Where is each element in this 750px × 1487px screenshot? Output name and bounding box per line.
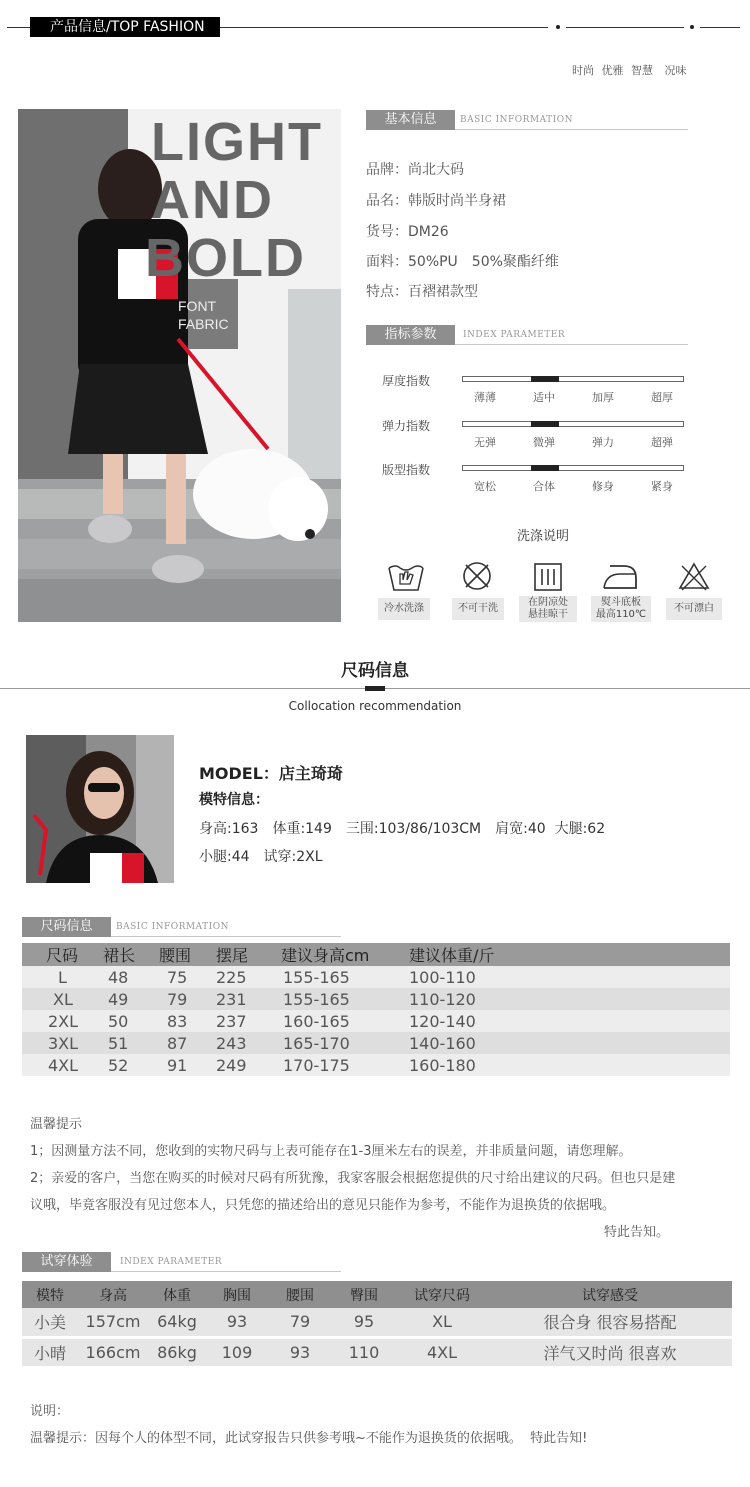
basic-info-tag-label: 基本信息 [384, 112, 437, 127]
fit-tick: 紧身 [651, 480, 673, 493]
shade-dry-icon [528, 556, 568, 596]
table-row [22, 1308, 732, 1337]
table-row [22, 1010, 730, 1032]
table-cell: L [58, 967, 67, 987]
thickness-marker [531, 376, 559, 382]
table-cell: 87 [167, 1033, 188, 1053]
no-dry-clean-icon [457, 556, 497, 596]
table-cell: 51 [108, 1033, 129, 1053]
wash-label-shade-line: 在阴凉处 [528, 597, 568, 608]
model-name: MODEL：店主琦琦 [199, 764, 343, 783]
table-cell: 170-175 [283, 1055, 350, 1075]
table-row [22, 1032, 730, 1054]
table-cell: 86kg [148, 1337, 206, 1366]
tips-line-3: 议哦，毕竟客服没有见过您本人，只凭您的描述给出的意见只能作为参考，不能作为退换货的依据哦。 [30, 1198, 616, 1213]
wash-label-no-bleach: 不可漂白 [666, 598, 722, 620]
header-rule [220, 27, 548, 28]
info-item-number: 货号：DM26 [366, 224, 449, 240]
table-cell: 100-110 [409, 967, 476, 987]
model-info-title: 模特信息： [199, 792, 269, 808]
sign-small-word: FABRIC [178, 316, 229, 332]
table-cell: 很合身 很容易搭配 [488, 1308, 732, 1337]
size-table-header [22, 943, 730, 966]
section-title: 产品信息/TOP FASHION [50, 19, 205, 35]
table-cell: 157cm [78, 1308, 148, 1337]
info-product-name: 品名：韩版时尚半身裙 [366, 193, 506, 209]
table-cell: 231 [216, 989, 247, 1009]
size-table-tag-en: BASIC INFORMATION [116, 922, 229, 932]
table-cell: 120-140 [409, 1011, 476, 1031]
table-row [22, 1337, 732, 1366]
table-cell: 110-120 [409, 989, 476, 1009]
try-col-header: 腰围 [268, 1281, 332, 1308]
fit-marker [531, 465, 559, 471]
elasticity-tick: 微弹 [533, 436, 555, 449]
elasticity-track [462, 421, 684, 427]
try-col-header: 体重 [148, 1281, 206, 1308]
table-cell: 64kg [148, 1308, 206, 1337]
size-col-header: 裙长 [103, 946, 136, 965]
table-cell: 48 [108, 967, 129, 987]
basic-info-tag-line [455, 129, 688, 130]
elasticity-marker [531, 421, 559, 427]
table-cell: 249 [216, 1055, 247, 1075]
footer-text: 温馨提示：因每个人的体型不同，此试穿报告只供参考哦~不能作为退换货的依据哦。 特此告知! [30, 1431, 588, 1446]
table-cell: 3XL [48, 1033, 79, 1053]
table-cell: 225 [216, 967, 247, 987]
size-col-header: 建议体重/斤 [409, 946, 495, 965]
elasticity-label: 弹力指数 [382, 419, 431, 433]
info-fabric: 面料：50%PU 50%聚酯纤维 [366, 254, 559, 270]
product-photo [18, 109, 341, 622]
thickness-tick: 适中 [533, 391, 555, 404]
table-cell: 49 [108, 989, 129, 1009]
wash-title: 洗涤说明 [517, 529, 570, 544]
table-cell: 155-165 [283, 967, 350, 987]
fit-tick: 宽松 [474, 480, 496, 493]
table-cell: 小美 [22, 1308, 78, 1337]
table-cell: 166cm [78, 1337, 148, 1366]
table-cell: 237 [216, 1011, 247, 1031]
size-section-title: 尺码信息 [341, 661, 409, 681]
try-col-header: 试穿感受 [488, 1281, 732, 1308]
table-cell: 小晴 [22, 1337, 78, 1366]
size-section-marker [365, 686, 385, 691]
size-col-header: 摆尾 [216, 946, 249, 965]
try-table-tag-line [111, 1271, 341, 1272]
header-rule-mid [566, 27, 684, 28]
table-cell: 243 [216, 1033, 247, 1053]
tagline-word: 时尚 [572, 64, 594, 77]
size-col-header: 建议身高cm [281, 946, 370, 965]
try-col-header: 胸围 [206, 1281, 268, 1308]
table-cell: 83 [167, 1011, 188, 1031]
wash-label-iron [591, 596, 651, 622]
try-col-header: 身高 [78, 1281, 148, 1308]
index-param-tag-en: INDEX PARAMETER [463, 330, 566, 340]
size-table [22, 943, 730, 1076]
sign-word: BOLD [145, 228, 306, 288]
try-table-header [22, 1281, 732, 1308]
table-cell: 165-170 [283, 1033, 350, 1053]
model-photo [26, 735, 174, 883]
info-brand: 品牌：尚北大码 [366, 162, 464, 178]
tips-sign: 特此告知。 [604, 1225, 670, 1240]
table-cell: 79 [167, 989, 188, 1009]
wash-label-shade-line: 悬挂晾干 [528, 609, 568, 620]
size-col-header: 尺码 [46, 946, 79, 965]
sign-word: AND [151, 170, 274, 230]
table-cell: 110 [332, 1337, 396, 1366]
table-cell: 91 [167, 1055, 188, 1075]
table-cell: 2XL [48, 1011, 79, 1031]
table-row [22, 1054, 730, 1076]
table-cell: 95 [332, 1308, 396, 1337]
sign-word: LIGHT [151, 112, 323, 172]
table-cell: XL [53, 989, 73, 1009]
tips-line-1: 1；因测量方法不同，您收到的实物尺码与上表可能存在1-3厘米左右的误差，并非质量问题，请您理解。 [30, 1144, 632, 1159]
table-cell: 4XL [48, 1055, 79, 1075]
tips-line-2: 2；亲爱的客户，当您在购买的时候对尺码有所犹豫，我家客服会根据您提供的尺寸给出建议的尺码。但也只是建 [30, 1171, 676, 1186]
thickness-tick: 薄薄 [474, 391, 496, 404]
try-col-header: 臀围 [332, 1281, 396, 1308]
thickness-tick: 加厚 [592, 391, 614, 404]
try-table [22, 1281, 732, 1366]
fit-tick: 合体 [533, 480, 555, 493]
header-rule-left [7, 27, 30, 28]
try-table-tag-label: 试穿体验 [40, 1254, 93, 1269]
table-cell: 50 [108, 1011, 129, 1031]
wash-label-iron-line: 熨斗底板 [601, 597, 641, 608]
wash-label-shade [519, 596, 577, 622]
thickness-track [462, 376, 684, 382]
tips-title: 温馨提示 [30, 1117, 83, 1132]
fit-track [462, 465, 684, 471]
fit-tick: 修身 [592, 480, 614, 493]
table-cell: 93 [268, 1337, 332, 1366]
try-table-tag [22, 1252, 111, 1272]
model-photo-illustration [26, 735, 174, 883]
header-rule-right [700, 27, 740, 28]
basic-info-tag [366, 110, 455, 130]
sign-text [145, 112, 323, 288]
table-cell: 155-165 [283, 989, 350, 1009]
basic-info-tag-en: BASIC INFORMATION [460, 115, 573, 125]
fit-label: 版型指数 [382, 463, 431, 477]
thickness-tick: 超厚 [651, 391, 673, 404]
header-dot-2 [690, 25, 694, 29]
thickness-label: 厚度指数 [382, 374, 431, 388]
section-title-bar [30, 17, 220, 37]
table-cell: 洋气又时尚 很喜欢 [488, 1337, 732, 1366]
tagline-word: 优雅 [601, 64, 624, 77]
model-measurements: 身高:163 体重:149 三围:103/86/103CM 肩宽:40 大腿:62 [199, 821, 606, 837]
size-table-tag [22, 917, 111, 937]
table-cell: 140-160 [409, 1033, 476, 1053]
wash-label-cold: 冷水洗涤 [378, 598, 430, 620]
index-param-tag-line [455, 344, 688, 345]
table-cell: 109 [206, 1337, 268, 1366]
elasticity-tick: 无弹 [474, 436, 496, 449]
wash-label-iron-line: 最高110℃ [595, 609, 647, 620]
header-dot-1 [556, 25, 560, 29]
tagline [572, 62, 687, 78]
size-section-subtitle: Collocation recommendation [288, 699, 462, 713]
size-table-tag-line [111, 936, 341, 937]
info-feature: 特点：百褶裙款型 [366, 284, 478, 300]
sign-small-word: FONT [178, 298, 217, 314]
table-cell: 52 [108, 1055, 129, 1075]
table-cell: 75 [167, 967, 188, 987]
table-cell: 93 [206, 1308, 268, 1337]
try-col-header: 模特 [22, 1281, 78, 1308]
model-measurements-2: 小腿:44 试穿:2XL [199, 849, 323, 865]
tagline-word: 况味 [664, 64, 687, 77]
elasticity-tick: 弹力 [592, 436, 614, 449]
elasticity-tick: 超弹 [651, 436, 673, 449]
size-col-header: 腰围 [159, 946, 192, 965]
table-cell: 160-165 [283, 1011, 350, 1031]
size-table-tag-label: 尺码信息 [40, 919, 93, 934]
try-table-tag-en: INDEX PARAMETER [120, 1257, 223, 1267]
table-cell: XL [396, 1308, 488, 1337]
iron-icon [600, 556, 640, 596]
footer-title: 说明： [30, 1404, 70, 1419]
table-cell: 79 [268, 1308, 332, 1337]
table-cell: 160-180 [409, 1055, 476, 1075]
tagline-word: 智慧 [631, 64, 653, 77]
try-col-header: 试穿尺码 [396, 1281, 488, 1308]
wash-label-no-dry-clean: 不可干洗 [452, 598, 504, 620]
no-bleach-icon [674, 556, 714, 596]
table-row [22, 988, 730, 1010]
hand-wash-icon [386, 556, 426, 596]
table-cell: 4XL [396, 1337, 488, 1366]
sign-small-text [178, 297, 229, 333]
index-param-tag-label: 指标参数 [384, 327, 437, 342]
table-row [22, 966, 730, 988]
index-param-tag [366, 325, 455, 345]
